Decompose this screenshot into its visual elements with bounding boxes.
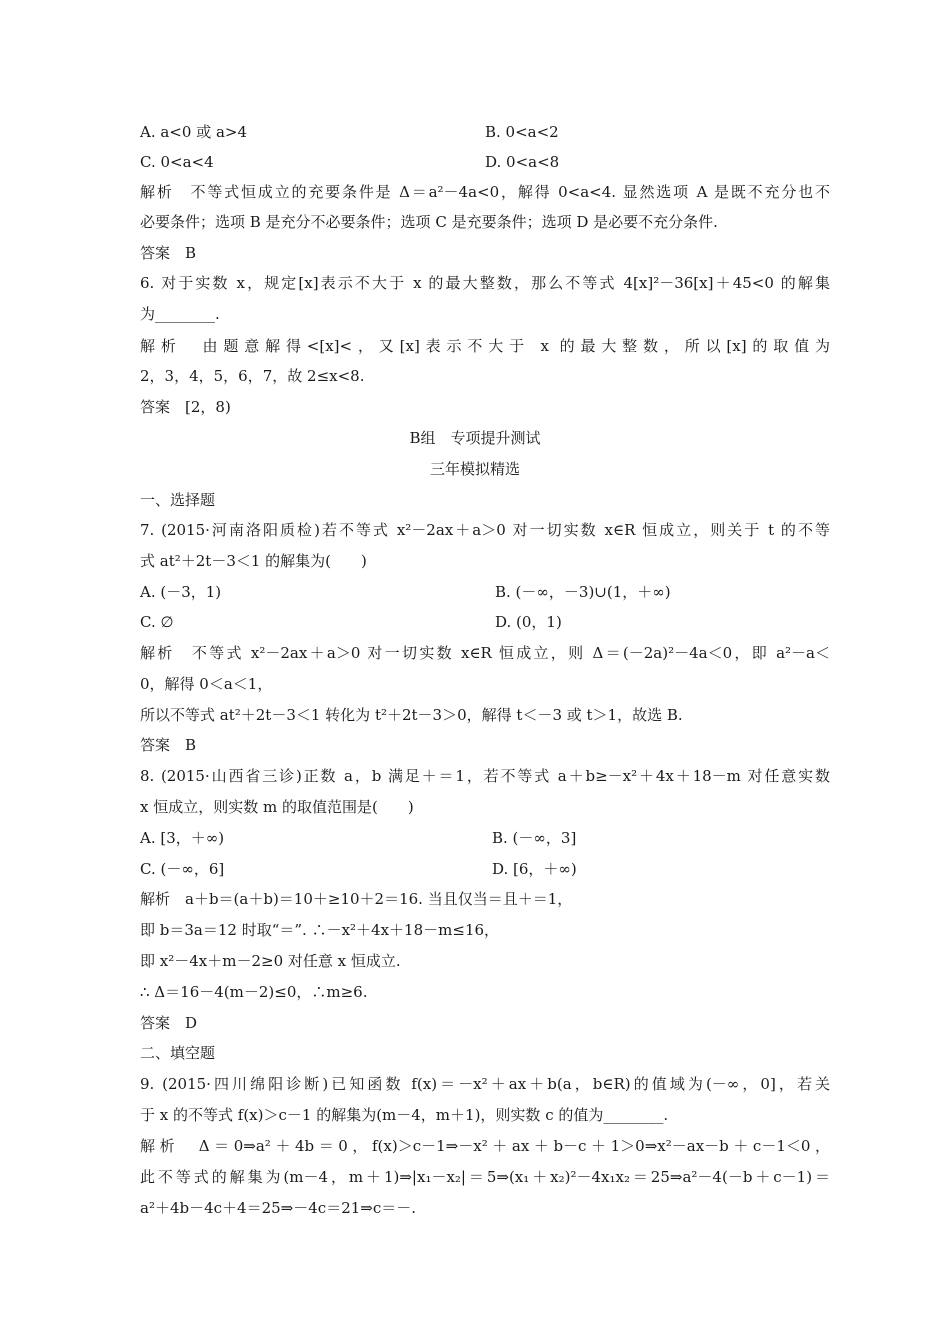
analysis-line: 解析 不等式恒成立的充要条件是 Δ＝a²－4a<0，解得 0<a<4. 显然选项 A 是既不充分也不 [140, 183, 830, 201]
analysis-line: 解析 Δ＝0⇒a²＋4b＝0，f(x)＞c－1⇒－x²＋ax＋b－c＋1＞0⇒x²－ax－b＋c－1＜0， [140, 1137, 830, 1155]
option-a: A. a<0 或 a>4 [140, 123, 248, 141]
analysis-line: a²＋4b－4c＋4＝25⇒－4c＝21⇒c＝－. [140, 1199, 417, 1217]
option-row [140, 582, 830, 602]
option-b: B. 0<a<2 [485, 123, 559, 141]
option-row [140, 612, 830, 632]
group-title: B组 专项提升测试 [409, 429, 541, 447]
analysis-line: ∴ Δ＝16－4(m－2)≤0，∴m≥6. [140, 983, 368, 1001]
analysis-line: 必要条件；选项 B 是充分不必要条件；选项 C 是充要条件；选项 D 是必要不充分条件. [140, 213, 718, 231]
question-line: 8. (2015·山西省三诊)正数 a，b 满足＋＝1，若不等式 a＋b≥－x²＋4x＋18－m 对任意实数 [140, 767, 830, 785]
answer-line: 答案 B [140, 244, 197, 262]
option-c: C. ∅ [140, 613, 174, 631]
option-row [140, 122, 830, 142]
question-line: 式 at²＋2t－3＜1 的解集为( ) [140, 552, 367, 570]
section-subtitle: 三年模拟精选 [429, 460, 520, 478]
option-d: D. (0，1) [495, 613, 562, 631]
question-line: 为________. [140, 305, 220, 323]
option-row [140, 859, 830, 879]
question-line: 于 x 的不等式 f(x)＞c－1 的解集为(m－4，m＋1)，则实数 c 的值为________. [140, 1106, 669, 1124]
option-c: C. (－∞，6] [140, 860, 225, 878]
analysis-line: 解析 a＋b＝(a＋b)＝10＋≥10＋2＝16. 当且仅当＝且＋＝1， [140, 890, 573, 908]
option-b: B. (－∞，－3)∪(1，＋∞) [495, 583, 671, 601]
answer-line: 答案 [2，8) [140, 398, 231, 416]
option-b: B. (－∞，3] [492, 829, 577, 847]
question-line: 6. 对于实数 x，规定[x]表示不大于 x 的最大整数，那么不等式 4[x]²－36[x]＋45<0 的解集 [140, 274, 830, 292]
analysis-line: 所以不等式 at²＋2t－3＜1 转化为 t²＋2t－3＞0，解得 t＜－3 或 t＞1，故选 B. [140, 706, 683, 724]
option-a: A. (－3，1) [140, 583, 222, 601]
option-d: D. 0<a<8 [485, 153, 560, 171]
answer-line: 答案 D [140, 1014, 198, 1032]
answer-line: 答案 B [140, 736, 197, 754]
section-heading: 二、填空题 [140, 1044, 216, 1062]
option-c: C. 0<a<4 [140, 153, 214, 171]
option-a: A. [3，＋∞) [140, 829, 225, 847]
analysis-line: 2，3，4，5，6，7，故 2≤x<8. [140, 367, 365, 385]
analysis-line: 解析 不等式 x²－2ax＋a＞0 对一切实数 x∈R 恒成立，则 Δ＝(－2a)²－4a＜0，即 a²－a＜ [140, 644, 830, 662]
question-line: 9. (2015·四川绵阳诊断)已知函数 f(x)＝－x²＋ax＋b(a，b∈R)的值域为(－∞，0]，若关 [140, 1075, 830, 1093]
analysis-line: 此不等式的解集为(m－4，m＋1)⇒|x₁－x₂|＝5⇒(x₁＋x₂)²－4x₁x₂＝25⇒a²－4(－b＋c－1)＝ [140, 1168, 830, 1186]
question-line: x 恒成立，则实数 m 的取值范围是( ) [140, 798, 414, 816]
option-row [140, 152, 830, 172]
option-d: D. [6，＋∞) [492, 860, 577, 878]
analysis-line: 即 x²－4x＋m－2≥0 对任意 x 恒成立. [140, 952, 401, 970]
analysis-line: 0，解得 0＜a＜1， [140, 675, 273, 693]
option-row [140, 828, 830, 848]
section-heading: 一、选择题 [140, 491, 216, 509]
question-line: 7. (2015·河南洛阳质检)若不等式 x²－2ax＋a＞0 对一切实数 x∈R 恒成立，则关于 t 的不等 [140, 521, 830, 539]
analysis-line: 即 b＝3a＝12 时取“＝”. ∴－x²＋4x＋18－m≤16， [140, 921, 500, 939]
analysis-line: 解析 由题意解得<[x]<，又[x]表示不大于 x 的最大整数，所以[x]的取值为 [140, 337, 830, 355]
